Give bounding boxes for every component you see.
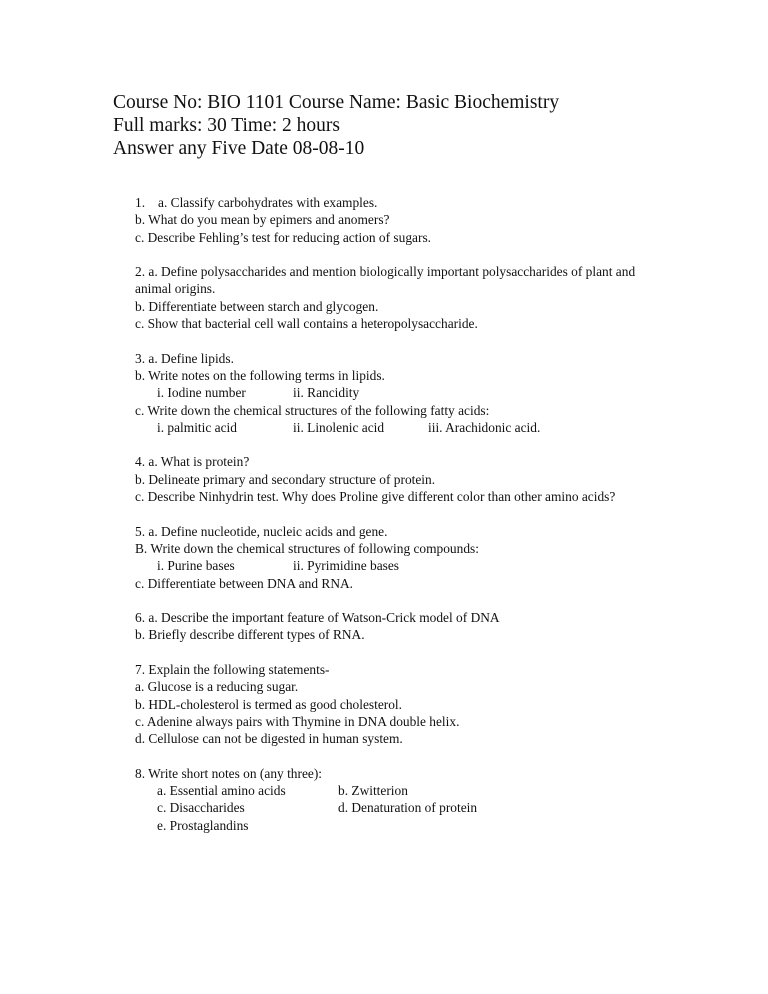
question-5-b-item-1: i. Purine bases bbox=[157, 558, 235, 574]
question-8-c: c. Disaccharides bbox=[157, 800, 245, 816]
question-2-c: c. Show that bacterial cell wall contains a heteropolysaccharide. bbox=[135, 316, 478, 332]
question-7 bbox=[135, 661, 655, 747]
question-8-row-2 bbox=[135, 799, 655, 816]
question-8-b: b. Zwitterion bbox=[338, 783, 408, 799]
question-8-a: a. Essential amino acids bbox=[157, 783, 286, 799]
question-8-row-3 bbox=[135, 817, 655, 834]
question-1-first-row bbox=[135, 194, 655, 211]
question-4-a: 4. a. What is protein? bbox=[135, 454, 250, 470]
exam-header bbox=[113, 91, 559, 160]
question-3-b-item-1: i. Iodine number bbox=[157, 385, 246, 401]
question-7-d: d. Cellulose can not be digested in human system. bbox=[135, 731, 403, 747]
question-4-c: c. Describe Ninhydrin test. Why does Proline give different color than other amino acids? bbox=[135, 489, 616, 505]
question-3-b-item-2: ii. Rancidity bbox=[293, 385, 360, 401]
question-8-d: d. Denaturation of protein bbox=[338, 800, 478, 816]
marks-time-line: Full marks: 30 Time: 2 hours bbox=[113, 115, 340, 136]
question-3-a: 3. a. Define lipids. bbox=[135, 350, 234, 366]
question-1-b: b. What do you mean by epimers and anomers? bbox=[135, 212, 390, 228]
question-5-b-items bbox=[135, 557, 655, 574]
question-2 bbox=[135, 263, 655, 332]
question-8-e: e. Prostaglandins bbox=[157, 817, 249, 833]
question-1-a: a. Classify carbohydrates with examples. bbox=[158, 195, 378, 210]
question-1-c: c. Describe Fehling’s test for reducing action of sugars. bbox=[135, 229, 431, 245]
question-5-a: 5. a. Define nucleotide, nucleic acids and gene. bbox=[135, 523, 388, 539]
question-4 bbox=[135, 453, 655, 505]
question-6-a: 6. a. Describe the important feature of Watson-Crick model of DNA bbox=[135, 610, 500, 626]
question-2-a: 2. a. Define polysaccharides and mention biologically important polysaccharides of plant and animal origins. bbox=[135, 264, 636, 297]
question-2-b: b. Differentiate between starch and glycogen. bbox=[135, 298, 379, 314]
question-6 bbox=[135, 609, 655, 644]
question-7-a: a. Glucose is a reducing sugar. bbox=[135, 679, 299, 695]
question-8 bbox=[135, 765, 655, 834]
question-3-c-item-1: i. palmitic acid bbox=[157, 419, 237, 435]
question-5 bbox=[135, 523, 655, 592]
question-1 bbox=[135, 194, 655, 246]
question-7-b: b. HDL-cholesterol is termed as good cholesterol. bbox=[135, 696, 402, 712]
question-5-b-item-2: ii. Pyrimidine bases bbox=[293, 558, 400, 574]
question-6-b: b. Briefly describe different types of RNA. bbox=[135, 627, 365, 643]
question-3-c-item-3: iii. Arachidonic acid. bbox=[428, 419, 541, 435]
instructions-date-line: Answer any Five Date 08-08-10 bbox=[113, 138, 365, 159]
question-3 bbox=[135, 350, 655, 436]
question-5-c: c. Differentiate between DNA and RNA. bbox=[135, 575, 354, 591]
question-3-c: c. Write down the chemical structures of the following fatty acids: bbox=[135, 402, 490, 418]
question-7-intro: 7. Explain the following statements- bbox=[135, 662, 330, 678]
question-1-number: 1. bbox=[135, 195, 146, 210]
question-5-b: B. Write down the chemical structures of following compounds: bbox=[135, 540, 479, 556]
question-8-row-1 bbox=[135, 782, 655, 799]
question-3-c-item-2: ii. Linolenic acid bbox=[293, 419, 385, 435]
question-7-c: c. Adenine always pairs with Thymine in DNA double helix. bbox=[135, 713, 460, 729]
question-4-b: b. Delineate primary and secondary structure of protein. bbox=[135, 471, 436, 487]
questions-list bbox=[135, 194, 655, 851]
question-3-b: b. Write notes on the following terms in lipids. bbox=[135, 367, 385, 383]
question-3-c-items bbox=[135, 419, 655, 436]
course-line: Course No: BIO 1101 Course Name: Basic Biochemistry bbox=[113, 92, 560, 113]
question-8-intro: 8. Write short notes on (any three): bbox=[135, 765, 323, 781]
question-3-b-items bbox=[135, 384, 655, 401]
